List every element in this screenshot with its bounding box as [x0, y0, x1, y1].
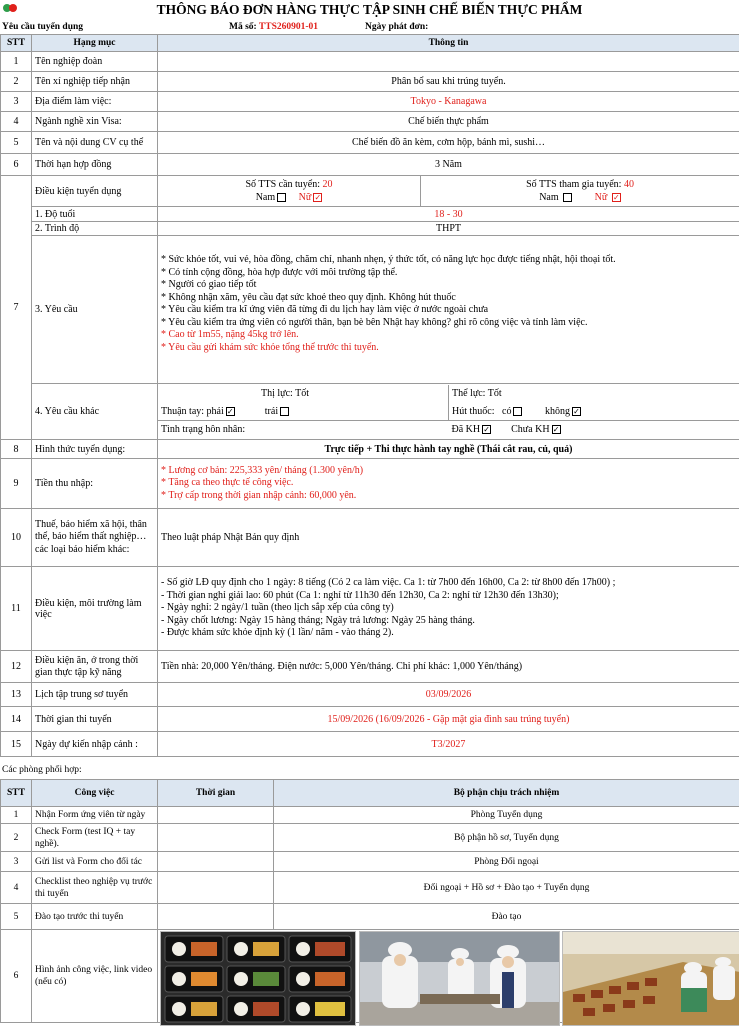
row-number: 6 [1, 154, 32, 176]
row-value: Chế biến đồ ăn kèm, cơm hộp, bánh mì, sushi… [158, 132, 739, 154]
table-row [1, 567, 739, 651]
row-number: 3 [1, 852, 32, 872]
income-list [158, 459, 739, 509]
table-row [1, 824, 739, 852]
section-label: Yêu cầu tuyển dụng [2, 20, 83, 34]
row-label: Điều kiện ăn, ở trong thời gian thực tập kỹ năng [32, 651, 158, 683]
table-row [1, 132, 739, 154]
row-value: 3 Năm [158, 154, 739, 176]
requirements-label: 3. Yêu cầu [32, 236, 158, 384]
production-line-photo [562, 931, 739, 1026]
time-cell [158, 904, 274, 930]
order-code: TTS260901-01 [259, 22, 318, 32]
single-checkbox[interactable] [552, 425, 561, 434]
table-row [1, 707, 739, 732]
row-number: 14 [1, 707, 32, 732]
table-row [1, 440, 739, 459]
list-item: * Người có giao tiếp tốt [161, 279, 736, 292]
pre-screening-date: 03/09/2026 [158, 683, 739, 707]
table-row [1, 872, 739, 904]
row-label: Tên nghiệp đoàn [32, 52, 158, 72]
row-number: 10 [1, 509, 32, 567]
table-row [1, 207, 739, 222]
list-item: * Lương cơ bản: 225,333 yên/ tháng (1.300 yên/h) [161, 465, 736, 478]
row-number: 4 [1, 112, 32, 132]
requirements-list [158, 236, 739, 384]
col-stt: STT [1, 35, 32, 52]
row-number: 1 [1, 52, 32, 72]
table-row [1, 683, 739, 707]
department: Phòng Đối ngoại [274, 852, 739, 872]
smoke-no-checkbox[interactable] [572, 407, 581, 416]
list-item: - Thời gian nghỉ giải lao: 60 phút (Ca 1: nghỉ từ 11h30 đến 12h30, Ca 2: nghỉ từ 12h30 đến 13h30); [161, 590, 736, 603]
row-number: 9 [1, 459, 32, 509]
row-number: 8 [1, 440, 32, 459]
work-conditions-list [158, 567, 739, 651]
row-label: Thời hạn hợp đồng [32, 154, 158, 176]
bento-boxes-photo [160, 931, 356, 1026]
table-row [1, 222, 739, 236]
smoke-yes-checkbox[interactable] [513, 407, 522, 416]
tts-join-label: Số TTS tham gia tuyển: [526, 179, 621, 190]
list-item: * Yêu cầu gửi khám sức khỏe tổng thể trước thi tuyển. [161, 342, 736, 355]
female-checkbox[interactable] [313, 193, 322, 202]
education-label: 2. Trình độ [32, 222, 158, 236]
row-label: Tên và nội dung CV cụ thể [32, 132, 158, 154]
smoke-label: Hút thuốc: [452, 406, 495, 417]
time-cell [158, 852, 274, 872]
smoke-yes-label: có [502, 406, 511, 417]
col-item: Hạng mục [32, 35, 158, 52]
row-number: 15 [1, 732, 32, 757]
code-label: Mã số: [229, 22, 257, 32]
age-range: 18 - 30 [158, 207, 739, 222]
table-row [1, 807, 739, 824]
list-item: * Không nhận xăm, yêu cầu đạt sức khoẻ theo quy định. Không hút thuốc [161, 292, 736, 305]
table-row [1, 509, 739, 567]
hand-right-checkbox[interactable] [226, 407, 235, 416]
time-cell [158, 872, 274, 904]
department: Bộ phận hồ sơ, Tuyển dụng [274, 824, 739, 852]
marital-label: Tình trạng hôn nhân: [158, 421, 449, 439]
female-checkbox[interactable] [612, 193, 621, 202]
smoke-no-label: không [545, 406, 570, 417]
task: Nhận Form ứng viên từ ngày [32, 807, 158, 824]
female-label: Nữ [299, 192, 312, 203]
table-row [1, 154, 739, 176]
row-label: Ngày dự kiến nhập cảnh : [32, 732, 158, 757]
page-title: THÔNG BÁO ĐƠN HÀNG THỰC TẬP SINH CHẾ BIẾN THỰC PHẨM [0, 0, 739, 20]
hand-left-label: trái [265, 406, 278, 417]
order-table [0, 34, 739, 757]
list-item: * Sức khỏe tốt, vui vẻ, hòa đồng, chăm chỉ, nhanh nhẹn, ý thức tốt, có năng lực học được tiếng nhật, hội thoại tốt. [161, 254, 736, 267]
list-item: * Tăng ca theo thực tế công việc. [161, 477, 736, 490]
list-item: - Ngày nghỉ: 2 ngày/1 tuần (theo lịch sắp xếp của công ty) [161, 602, 736, 615]
row-value: Tiền nhà: 20,000 Yên/tháng. Điện nước: 5,000 Yên/tháng. Chi phí khác: 1,000 Yên/tháng) [158, 651, 739, 683]
row-number: 5 [1, 132, 32, 154]
single-label: Chưa KH [511, 424, 549, 435]
work-location: Tokyo - Kanagawa [158, 92, 739, 112]
table-row [1, 236, 739, 384]
task: Checklist theo nghiệp vụ trước thi tuyển [32, 872, 158, 904]
hand-left-checkbox[interactable] [280, 407, 289, 416]
table-row [1, 459, 739, 509]
col-info: Thông tin [158, 35, 739, 52]
row-label: Tên xí nghiệp tiếp nhận [32, 72, 158, 92]
issued-date-label: Ngày phát đơn: [365, 20, 428, 34]
row-label: Thời gian thi tuyển [32, 707, 158, 732]
tts-need-count: 20 [323, 179, 333, 190]
row-number: 5 [1, 904, 32, 930]
task: Đào tạo trước thi tuyển [32, 904, 158, 930]
task: Check Form (test IQ + tay nghề). [32, 824, 158, 852]
tts-need-label: Số TTS cần tuyển: [245, 179, 320, 190]
table-row [1, 92, 739, 112]
row-label: Hình thức tuyển dụng: [32, 440, 158, 459]
workers-kitchen-photo [359, 931, 560, 1026]
col-work: Công việc [32, 780, 158, 807]
eyesight: Thị lực: Tốt [158, 385, 449, 403]
married-checkbox[interactable] [482, 425, 491, 434]
row-label: Địa điểm làm việc: [32, 92, 158, 112]
col-stt: STT [1, 780, 32, 807]
hand-right-label: phải [207, 406, 224, 417]
male-checkbox[interactable] [277, 193, 286, 202]
list-item: * Yêu cầu kiểm tra kĩ ứng viên đã từng đi du lịch hay làm việc ở nước ngoài chưa [161, 304, 736, 317]
tts-join-count: 40 [624, 179, 634, 190]
row-number: 13 [1, 683, 32, 707]
female-label: Nữ [595, 192, 608, 203]
age-label: 1. Độ tuổi [32, 207, 158, 222]
col-time: Thời gian [158, 780, 274, 807]
table-row [1, 176, 739, 207]
married-label: Đã KH [452, 424, 481, 435]
row-number: 2 [1, 72, 32, 92]
coordination-title: Các phòng phối hợp: [2, 763, 82, 777]
table-row [1, 52, 739, 72]
recruitment-method: Trực tiếp + Thi thực hành tay nghề (Thái cắt rau, củ, quả) [158, 440, 739, 459]
row-number: 11 [1, 567, 32, 651]
table-row [1, 904, 739, 930]
fitness: Thể lực: Tốt [449, 385, 739, 403]
row-number: 4 [1, 872, 32, 904]
row-number: 7 [1, 176, 32, 440]
male-checkbox[interactable] [563, 193, 572, 202]
row-number: 6 [1, 930, 32, 1023]
row-label: Lịch tập trung sơ tuyển [32, 683, 158, 707]
table-row [1, 112, 739, 132]
entry-date: T3/2027 [158, 732, 739, 757]
table-row [1, 852, 739, 872]
task: Gửi list và Form cho đối tác [32, 852, 158, 872]
time-cell [158, 807, 274, 824]
list-item: * Cao từ 1m55, nặng 45kg trở lên. [161, 329, 736, 342]
row-value [158, 52, 739, 72]
row-label: Tiền thu nhập: [32, 459, 158, 509]
row-number: 12 [1, 651, 32, 683]
department: Đào tạo [274, 904, 739, 930]
list-item: - Ngày chốt lương: Ngày 15 hàng tháng; Ngày trả lương: Ngày 25 hàng tháng. [161, 615, 736, 628]
education-value: THPT [158, 222, 739, 236]
other-req-label: 4. Yêu cầu khác [32, 384, 158, 440]
row-value: Chế biến thực phẩm [158, 112, 739, 132]
list-item: * Có tính cộng đồng, hòa hợp được với môi trường tập thể. [161, 267, 736, 280]
time-cell [158, 824, 274, 852]
row-number: 3 [1, 92, 32, 112]
row-label: Ngành nghề xin Visa: [32, 112, 158, 132]
department: Đối ngoại + Hồ sơ + Đào tạo + Tuyển dụng [274, 872, 739, 904]
row-label: Thuế, bảo hiểm xã hội, thân thể, bảo hiểm thất nghiệp… các loại bảo hiểm khác: [32, 509, 158, 567]
list-item: * Trợ cấp trong thời gian nhập cảnh: 60,000 yên. [161, 490, 736, 503]
exam-date: 15/09/2026 (16/09/2026 - Gặp mặt gia đình sau trúng tuyển) [158, 707, 739, 732]
row-number: 2 [1, 824, 32, 852]
table-row [1, 732, 739, 757]
hand-label: Thuận tay: [161, 406, 204, 417]
task: Hình ảnh công việc, link video (nếu có) [32, 930, 158, 1023]
row-number: 1 [1, 807, 32, 824]
table-row [1, 384, 739, 440]
table-row [1, 72, 739, 92]
list-item: - Số giờ LĐ quy định cho 1 ngày: 8 tiếng (Có 2 ca làm việc. Ca 1: từ 7h00 đến 16h00, Ca 2: từ 8h00 đến 17h00) ; [161, 577, 736, 590]
list-item: * Yêu cầu kiểm tra ứng viên có người thân, bạn bè bên Nhật hay không? ghi rõ công việc và tỉnh làm việc. [161, 317, 736, 330]
row-label: Điều kiện, môi trường làm việc [32, 567, 158, 651]
list-item: - Được khám sức khỏe định kỳ (1 lần/ năm - vào tháng 2). [161, 627, 736, 640]
table-row [1, 651, 739, 683]
col-dept: Bộ phận chịu trách nhiệm [274, 780, 739, 807]
row-label: Điều kiện tuyển dụng [32, 176, 158, 207]
row-value: Phân bổ sau khi trúng tuyển. [158, 72, 739, 92]
male-label: Nam [539, 192, 558, 203]
row-value: Theo luật pháp Nhật Bản quy định [158, 509, 739, 567]
department: Phòng Tuyển dụng [274, 807, 739, 824]
male-label: Nam [256, 192, 275, 203]
